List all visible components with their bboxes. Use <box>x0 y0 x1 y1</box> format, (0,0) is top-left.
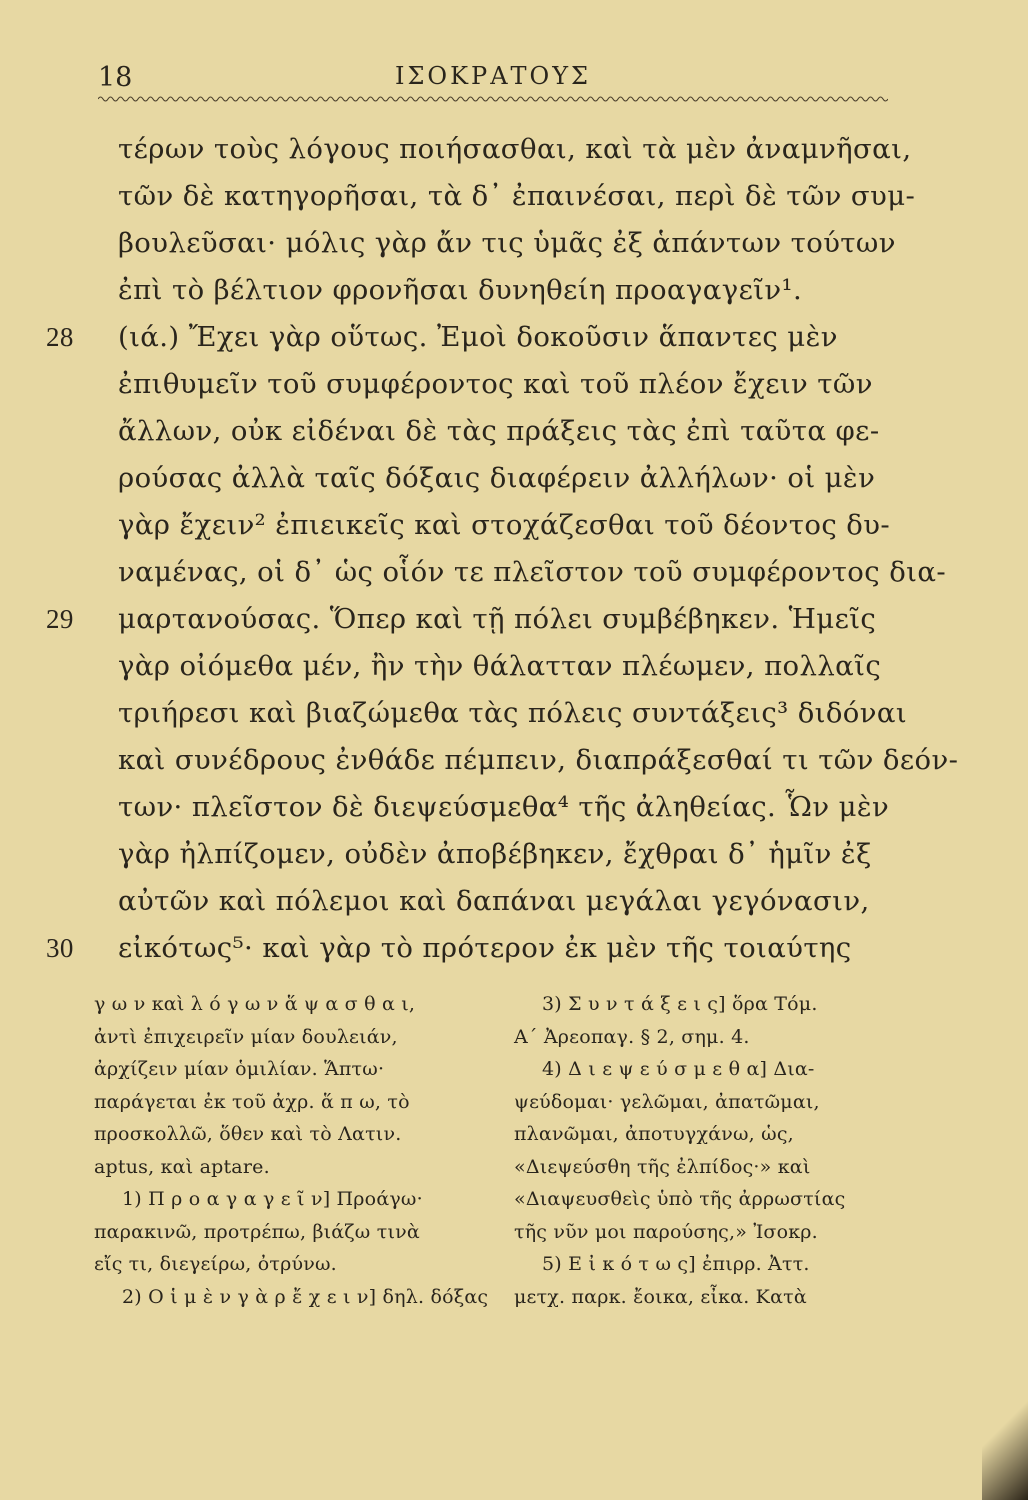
main-text-body <box>46 126 959 972</box>
text-line-content: γὰρ ἠλπίζομεν, οὐδὲν ἀποβέβηκεν, ἔχθραι δ᾽ ἡμῖν ἐξ <box>118 838 872 870</box>
footnote-line: «Διαψευσθεὶς ὑπὸ τῆς ἀρρωστίας <box>514 1188 846 1210</box>
text-line <box>118 173 916 220</box>
footnote-line: 2) Ο ἱ μ ὲ ν γ ὰ ρ ἔ χ ε ι ν] δηλ. δόξας <box>122 1285 489 1308</box>
text-line-content: γὰρ οἰόμεθα μέν, ἢν τὴν θάλατταν πλέωμεν, πολλαῖς <box>118 650 882 682</box>
text-line <box>118 737 959 784</box>
text-line <box>118 220 898 267</box>
text-line <box>118 643 898 690</box>
footnote-line: 5) Ε ἰ κ ό τ ω ς] ἐπιρρ. Ἀττ. <box>542 1253 810 1275</box>
footnote-line: ἀρχίζειν μίαν ὁμιλίαν. Ἅπτω· <box>94 1058 385 1080</box>
footnote-line: μετχ. παρκ. ἔοικα, εἶκα. Κατὰ <box>514 1285 807 1308</box>
text-line-content: (ιά.) Ἔχει γὰρ οὕτως. Ἐμοὶ δοκοῦσιν ἅπαντες μὲν <box>118 321 838 353</box>
text-line-content: γὰρ ἔχειν² ἐπιεικεῖς καὶ στοχάζεσθαι τοῦ δέοντος δυ- <box>118 509 891 541</box>
footnote-line: Α΄ Ἀρεοπαγ. § 2, σημ. 4. <box>514 1025 750 1048</box>
footnote-line: τῆς νῦν μοι παρούσης,» Ἰσοκρ. <box>514 1220 818 1243</box>
text-line <box>118 549 947 596</box>
text-line <box>118 361 898 408</box>
footnote-line: ἀντὶ ἐπιχειρεῖν μίαν δουλειάν, <box>94 1025 398 1048</box>
text-line-content: ἐπιθυμεῖν τοῦ συμφέροντος καὶ τοῦ πλέον ἔχειν τῶν <box>118 368 873 400</box>
page-corner-shadow <box>982 1380 1028 1500</box>
text-line <box>118 784 898 831</box>
text-line-content: μαρτανούσας. Ὅπερ καὶ τῇ πόλει συμβέβηκεν. Ἡμεῖς <box>118 603 877 635</box>
footnotes-right-column <box>514 988 904 1313</box>
footnote-line: ψεύδομαι· γελῶμαι, ἀπατῶμαι, <box>514 1090 820 1113</box>
footnote-line: προσκολλῶ, ὅθεν καὶ τὸ Λατιν. <box>94 1123 402 1145</box>
footnote-line: aptus, καὶ aptare. <box>94 1155 270 1178</box>
footnote-line: γ ω ν καὶ λ ό γ ω ν ἅ ψ α σ θ α ι, <box>94 993 416 1015</box>
page-header <box>98 52 888 92</box>
footnote-line: 3) Σ υ ν τ ά ξ ε ι ς] ὅρα Τόμ. <box>542 993 818 1015</box>
text-line-content: αὐτῶν καὶ πόλεμοι καὶ δαπάναι μεγάλαι γεγόνασιν, <box>118 885 870 917</box>
text-line <box>118 126 912 173</box>
section-number: 30 <box>46 933 74 963</box>
page-number: 18 <box>98 62 133 93</box>
text-line <box>118 267 898 314</box>
text-line-content: ρούσας ἀλλὰ ταῖς δόξαις διαφέρειν ἀλλήλων· οἱ μὲν <box>118 462 876 494</box>
footnote-line: πλανῶμαι, ἀποτυγχάνω, ὡς, <box>514 1123 794 1145</box>
text-line <box>118 502 898 549</box>
text-line <box>118 455 898 502</box>
footnotes <box>94 988 894 1348</box>
text-line-content: ἐπὶ τὸ βέλτιον φρονῆσαι δυνηθείη προαγαγεῖν¹. <box>118 274 803 306</box>
footnote-line: 4) Δ ι ε ψ ε ύ σ μ ε θ α] Δια- <box>542 1058 815 1080</box>
section-number: 29 <box>46 604 74 634</box>
text-line-content: εἰκότως⁵· καὶ γὰρ τὸ πρότερον ἐκ μὲν τῆς τοιαύτης <box>118 932 852 964</box>
section-number: 28 <box>46 322 74 352</box>
text-line-content: βουλεῦσαι· μόλις γὰρ ἄν τις ὑμᾶς ἐξ ἁπάντων τούτων <box>118 227 896 259</box>
running-title: ΙΣΟΚΡΑΤΟΥΣ <box>394 62 592 90</box>
text-line <box>118 831 898 878</box>
text-line <box>46 314 898 361</box>
text-line-content: ἄλλων, οὐκ εἰδέναι δὲ τὰς πράξεις τὰς ἐπὶ ταῦτα φε- <box>118 415 880 447</box>
text-line-content: τῶν δὲ κατηγορῆσαι, τὰ δ᾽ ἐπαινέσαι, περὶ δὲ τῶν συμ- <box>118 180 916 212</box>
text-line-content: των· πλεῖστον δὲ διεψεύσμεθα⁴ τῆς ἀληθείας. Ὧν μὲν <box>118 791 890 823</box>
wavy-rule-divider <box>98 92 888 106</box>
text-line-content: καὶ συνέδρους ἐνθάδε πέμπειν, διαπράξεσθαί τι τῶν δεόν- <box>118 744 959 776</box>
footnote-line: παρακινῶ, προτρέπω, βιάζω τινὰ <box>94 1220 420 1243</box>
footnote-line: 1) Π ρ ο α γ α γ ε ῖ ν] Προάγω· <box>122 1188 423 1210</box>
text-line <box>46 925 898 972</box>
text-line-content: ναμένας, οἱ δ᾽ ὡς οἷόν τε πλεῖστον τοῦ συμφέροντος δια- <box>118 556 947 588</box>
text-line <box>118 408 898 455</box>
text-line <box>118 878 898 925</box>
text-line-content: τριήρεσι καὶ βιαζώμεθα τὰς πόλεις συντάξεις³ διδόναι <box>118 697 908 729</box>
text-line <box>118 690 908 737</box>
text-line <box>46 596 898 643</box>
text-line-content: τέρων τοὺς λόγους ποιήσασθαι, καὶ τὰ μὲν ἀναμνῆσαι, <box>118 133 912 165</box>
footnote-line: «Διεψεύσθη τῆς ἐλπίδος·» καὶ <box>514 1155 811 1178</box>
footnote-line: παράγεται ἐκ τοῦ ἀχρ. ἅ π ω, τὸ <box>94 1090 410 1113</box>
footnotes-left-column <box>94 988 489 1313</box>
footnote-line: εἴς τι, διεγείρω, ὀτρύνω. <box>94 1253 337 1275</box>
